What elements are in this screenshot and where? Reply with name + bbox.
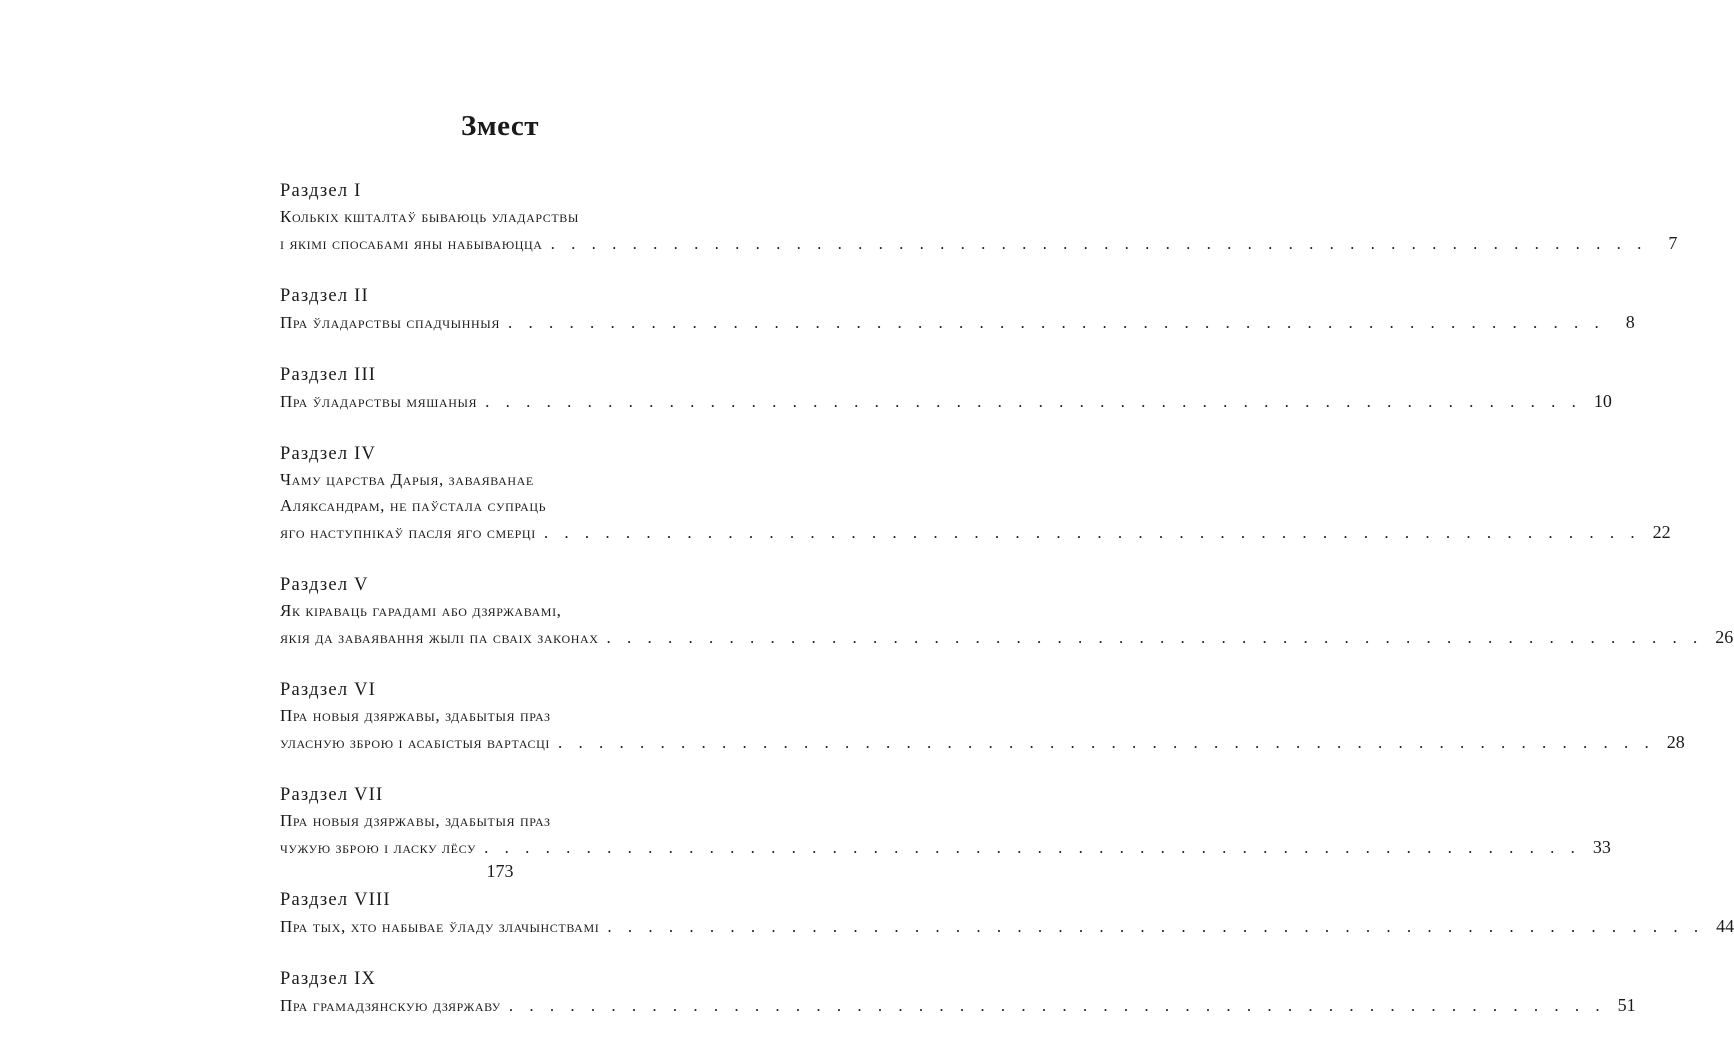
toc-entry-5[interactable] [280,572,1734,650]
entry-title-line: Пра грамадзянскую дзяржаву [280,996,501,1015]
entry-title-line: Як кіраваць гарадамі або дзяржавамі, [280,601,562,620]
dot-leader: . . . . . . . . . . . . . . . . . . . . . . . . . . . . . . . . . . . . . . . . . . . . . . . . . . . . . . [508,996,1606,1015]
dot-leader: . . . . . . . . . . . . . . . . . . . . . . . . . . . . . . . . . . . . . . . . . . . . . . . . . . . . . . [543,523,1641,542]
table-of-contents [280,178,1734,1045]
section-label: Раздзел VIII [280,890,391,910]
entry-final-line [280,624,1734,650]
entry-final-line [280,729,1685,755]
section-label: Раздзел III [280,365,377,385]
page-ref: 10 [1593,391,1612,411]
page-ref: 33 [1592,837,1611,857]
toc-entry-1[interactable] [280,178,1678,256]
page-ref: 22 [1652,522,1671,542]
dot-leader: . . . . . . . . . . . . . . . . . . . . . . . . . . . . . . . . . . . . . . . . . . . . . . . . . . . . . . [607,917,1705,936]
page-ref: 7 [1668,233,1678,253]
toc-entry-9[interactable] [280,966,1636,1018]
page-number: 173 [486,861,514,881]
dot-leader: . . . . . . . . . . . . . . . . . . . . . . . . . . . . . . . . . . . . . . . . . . . . . . . . . . . . . . [484,838,1581,857]
entry-final-line [280,992,1636,1018]
entry-final-line [280,519,1671,545]
page-ref: 44 [1716,916,1734,936]
entry-title-line: Колькіх кшталтаў бываюць уладарствы [280,207,579,226]
section-label: Раздзел I [280,181,362,201]
entry-final-line [280,388,1612,414]
entry-title-line: уласную зброю і асабістыя вартасці [280,733,550,752]
entry-title-line: Аляксандрам, не паўстала супраць [280,496,547,515]
toc-entry-6[interactable] [280,677,1685,755]
entry-title-line: яго наступнікаў пасля яго смерці [280,523,536,542]
entry-title-line: Пра новыя дзяржавы, здабытыя праз [280,706,551,725]
entry-final-line [280,309,1635,335]
dot-leader: . . . . . . . . . . . . . . . . . . . . . . . . . . . . . . . . . . . . . . . . . . . . . . . . . . . . . . [558,733,1655,752]
entry-title-line: Пра ўладарствы мяшаныя [280,392,478,411]
entry-title-line: Пра новыя дзяржавы, здабытыя праз [280,811,551,830]
entry-title-line: Пра ўладарствы спадчынныя [280,313,500,332]
page-ref: 51 [1617,995,1636,1015]
entry-final-line [280,913,1734,939]
entry-title-line: і якімі спосабамі яны набываюцца [280,234,543,253]
page-ref: 26 [1715,627,1734,647]
toc-entry-8[interactable] [280,887,1734,939]
entry-final-line [280,230,1678,256]
section-label: Раздзел V [280,575,369,595]
dot-leader: . . . . . . . . . . . . . . . . . . . . . . . . . . . . . . . . . . . . . . . . . . . . . . . . . . . . . . [550,234,1648,253]
dot-leader: . . . . . . . . . . . . . . . . . . . . . . . . . . . . . . . . . . . . . . . . . . . . . . . . . . . . . . [606,628,1704,647]
entry-title-line: якія да заваявання жылі па сваіх законах [280,628,599,647]
toc-entry-7[interactable] [280,782,1611,860]
dot-leader: . . . . . . . . . . . . . . . . . . . . . . . . . . . . . . . . . . . . . . . . . . . . . . . . . . . . . . [485,392,1582,411]
section-label: Раздзел II [280,286,369,306]
section-label: Раздзел IV [280,444,377,464]
page-ref: 28 [1666,732,1685,752]
entry-final-line [280,834,1611,860]
page-title: Змест [461,110,539,142]
entry-title-line: Пра тых, хто набывае ўладу злачынствамі [280,917,600,936]
section-label: Раздзел VII [280,785,384,805]
page-ref: 8 [1625,312,1635,332]
toc-entry-2[interactable] [280,283,1635,335]
dot-leader: . . . . . . . . . . . . . . . . . . . . . . . . . . . . . . . . . . . . . . . . . . . . . . . . . . . . . . [507,313,1605,332]
entry-title-line: чужую зброю і ласку лёсу [280,838,477,857]
entry-title-line: Чаму царства Дарыя, заваяванае [280,470,534,489]
section-label: Раздзел IX [280,969,377,989]
toc-entry-4[interactable] [280,441,1671,545]
toc-entry-3[interactable] [280,362,1612,414]
section-label: Раздзел VI [280,680,377,700]
